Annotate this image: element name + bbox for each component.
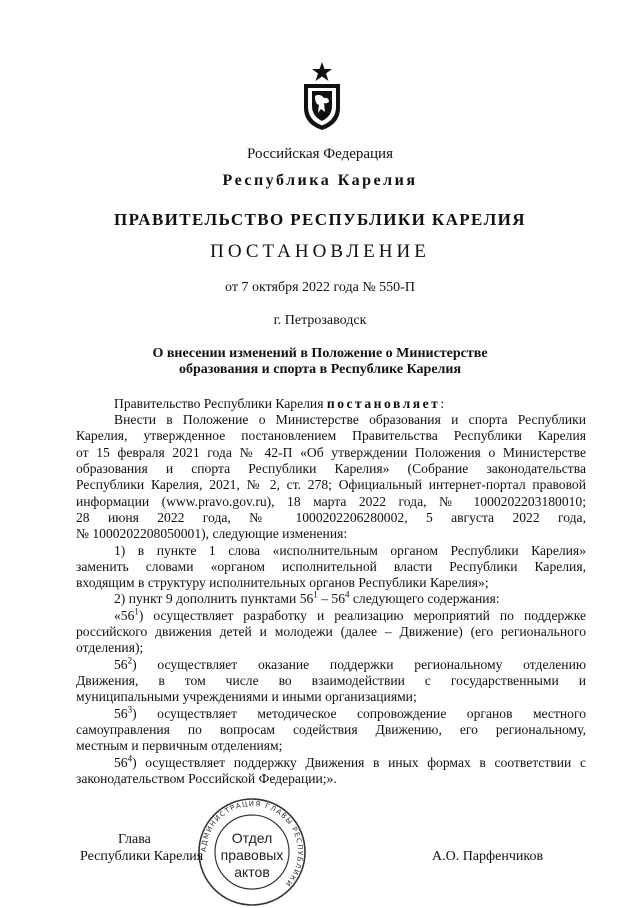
body-line: информации (www.pravo.gov.ru), 18 марта 2022 года, № 1000202203180010; [76,494,586,509]
region-name: Республика Карелия [222,172,418,189]
body-line: «$56^1$) осуществляет разработку и реализацию мероприятий по поддержке [114,606,586,623]
body-line: муниципальными учреждениями и иными организациями; [76,689,417,704]
body-line: 1) в пункте 1 слова «исполнительным органом Республики Карелия» [114,543,586,558]
document-date-number: от 7 октября 2022 года № 550-П [225,280,415,295]
body-line: российского движения детей и молодежи (далее – Движение) (его регионального [76,624,586,639]
body-line: Внести в Положение о Министерстве образования и спорта Республики [114,412,586,427]
body-line: 2) пункт 9 дополнить пунктами $56^1 - 56^4$ следующего содержания: [114,589,500,606]
body-line: заменить словами «органом исполнительной власти Республики Карелия, [76,559,586,574]
body-line: Республики Карелия, 2021, № 2, ст. 278; Официальный интернет-портал правовой [76,477,586,492]
body-line: Правительство Республики Карелия постановляет: [114,396,445,411]
body-line: самоуправления по вопросам содействия Движению, его региональному, [76,722,586,737]
body-line: входящим в структуру исполнительных органов Республики Карелия»; [76,575,489,590]
body-line: Карелия, утвержденное постановлением Правительства Республики Карелия [76,428,586,443]
body-line: 28 июня 2022 года, № 1000202206280002, 5 августа 2022 года, [76,510,586,525]
subject-line: О внесении изменений в Положение о Министерстве [152,346,488,361]
body-line: законодательством Российской Федерации;». [76,771,337,786]
authority-title: ПРАВИТЕЛЬСТВО РЕСПУБЛИКИ КАРЕЛИЯ [114,210,526,229]
body-line: местным и первичным отделениям; [76,738,283,753]
stamp-line: правовых [220,847,284,863]
stamp-line: актов [234,864,270,880]
body-line: Движения, в том числе во взаимодействии с государственными и [76,673,586,688]
signatory-title: Республики Карелия [80,849,204,864]
document-city: г. Петрозаводск [273,313,367,328]
signatory-name: А.О. Парфенчиков [432,849,544,864]
body-line: образования и спорта Республики Карелия» (Собрание законодательства [76,461,586,476]
document-subject [0,346,640,378]
coat-of-arms-emblem [298,60,346,132]
body-line: отделения); [76,640,144,655]
body-line: № 1000202208050001), следующие изменения: [76,526,348,541]
svg-text:АДМИНИСТРАЦИЯ ГЛАВЫ РЕСПУБЛИКИ: АДМИНИСТРАЦИЯ ГЛАВЫ РЕСПУБЛИКИ [199,799,305,889]
body-line: $56^3$) осуществляет методическое сопровождение органов местного [114,704,586,721]
body-line: $56^4$) осуществляет поддержку Движения в иных формах в соответствии с [114,753,586,770]
stamp-line: Отдел [231,830,273,846]
signatory-title: Глава [118,832,151,847]
body-line: от 15 февраля 2021 года № 42-П «Об утверждении Положения о Министерстве [76,445,586,460]
document-type: ПОСТАНОВЛЕНИЕ [210,241,430,262]
body-line: $56^2$) осуществляет оказание поддержки региональному отделению [114,655,586,672]
country-name: Российская Федерация [247,146,393,162]
subject-line: образования и спорта в Республике Карелия [178,362,462,377]
